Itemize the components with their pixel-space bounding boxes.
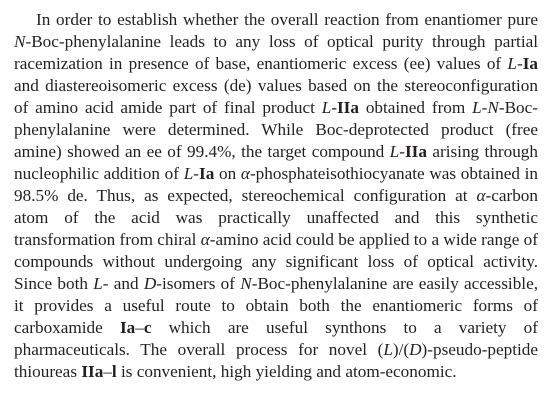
text-run: α — [200, 230, 210, 249]
text-run: obtained from — [358, 98, 473, 117]
text-run: IIa — [404, 142, 427, 161]
text-run: Ia — [199, 164, 215, 183]
text-run: is convenient, high yielding and atom-economic. — [116, 362, 457, 381]
text-run: which are useful synthons to a variety of pharmaceuticals. The overall process for novel ( — [14, 318, 538, 359]
text-run: Ia — [119, 318, 136, 337]
text-run: l — [111, 362, 117, 381]
text-run: on — [214, 164, 241, 183]
text-run: )-pseudo-peptide thioureas — [14, 340, 538, 381]
text-run: α — [240, 164, 250, 183]
text-run: – — [103, 362, 112, 381]
text-run: N — [14, 32, 26, 51]
text-run: -Boc-phenylalanine leads to any loss of optical purity through partial racemization in presence of base, enantiomeric excess (ee) values of — [14, 32, 538, 73]
text-run: )/( — [392, 340, 410, 359]
text-run: α — [476, 186, 486, 205]
text-run: IIa — [81, 362, 104, 381]
text-run: Ia — [522, 54, 538, 73]
text-run: L — [389, 142, 400, 161]
text-run: arising through nucleophilic addition of — [14, 142, 538, 183]
text-run: -Boc-phenylalanine were determined. While Boc-deprotected product (free amine) showed an ee of 99.4%, the target compound — [14, 98, 538, 161]
text-run: - — [516, 54, 523, 73]
text-run: - — [481, 98, 488, 117]
text-run: -phosphateisothiocyanate was obtained in 98.5% de. Thus, as expected, stereochemical configuration at — [14, 164, 539, 205]
text-run: -Boc-phenylalanine are easily accessible, it provides a useful route to obtain both the enantiomeric forms of carboxamide — [14, 274, 539, 337]
text-run: - — [331, 98, 337, 117]
text-run: L — [383, 340, 393, 359]
text-run: c — [143, 318, 152, 337]
text-run: L — [183, 164, 194, 183]
text-run: L — [321, 98, 332, 117]
text-run: N — [240, 274, 252, 293]
text-run: L — [93, 274, 103, 293]
text-run: IIa — [336, 98, 359, 117]
text-run: N — [487, 98, 499, 117]
text-run: - — [193, 164, 200, 183]
text-run: -carbon atom of the acid was practically unaffected and this synthetic transformation from chiral — [14, 186, 538, 249]
text-run: - — [399, 142, 405, 161]
text-run: and diastereoisomeric excess (de) values based on the stereoconfiguration of amino acid amide part of final product — [14, 76, 538, 117]
text-run: -isomers of — [156, 274, 241, 293]
text-run: - and — [102, 274, 144, 293]
body-paragraph — [14, 9, 538, 383]
text-run: L — [507, 54, 517, 73]
text-run: L — [472, 98, 482, 117]
text-run: – — [135, 318, 144, 337]
text-run: -amino acid could be applied to a wide range of compounds without undergoing any significant loss of optical activity. Since both — [14, 230, 538, 293]
text-run: D — [409, 340, 422, 359]
text-run: D — [143, 274, 157, 293]
text-run: In order to establish whether the overall reaction from enantiomer pure — [36, 10, 538, 29]
